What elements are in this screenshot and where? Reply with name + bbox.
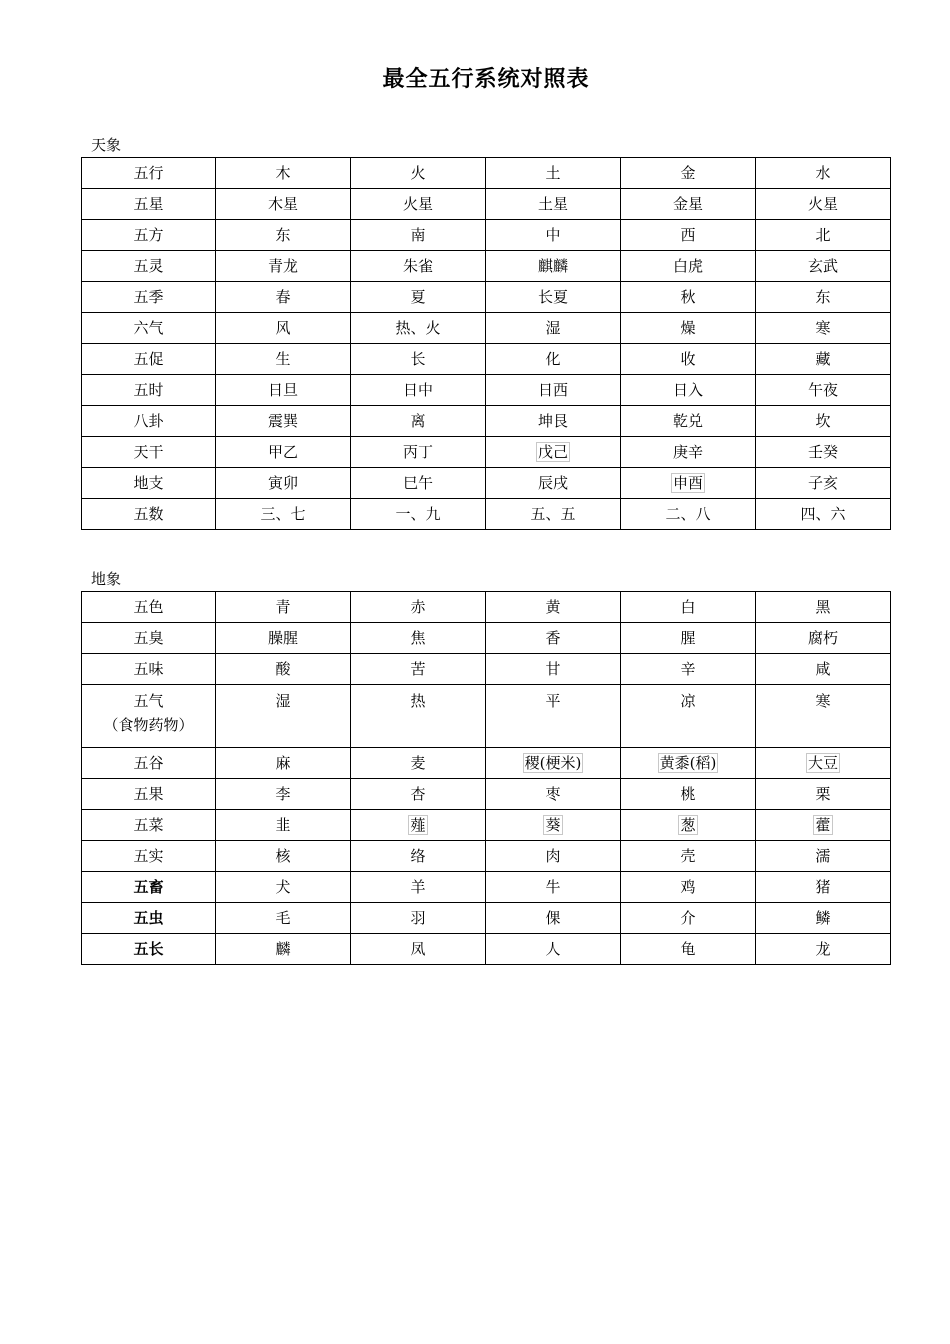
table-cell	[486, 903, 621, 934]
table-cell	[486, 220, 621, 251]
cell-text: 凤	[410, 940, 426, 958]
cell-text: 鸡	[680, 878, 696, 896]
table-cell	[486, 779, 621, 810]
cell-text: 金星	[672, 195, 703, 213]
table-row	[82, 748, 891, 779]
cell-text: 风	[275, 319, 291, 337]
cell-text: 乾兑	[672, 412, 703, 430]
table-row	[82, 934, 891, 965]
table-row	[82, 313, 891, 344]
cell-text: 牛	[545, 878, 561, 896]
cell-text: 猪	[815, 878, 831, 896]
cell-text: 东	[815, 288, 831, 306]
cell-text: 寅卯	[267, 474, 298, 492]
cell-text: 金	[680, 164, 696, 182]
cell-text: 肉	[545, 847, 561, 865]
row-header: 天干	[82, 437, 216, 468]
row-header: 五谷	[82, 748, 216, 779]
table-cell	[351, 499, 486, 530]
row-header-line: 五气	[133, 692, 164, 710]
table-cell	[351, 685, 486, 748]
table-cell	[621, 872, 756, 903]
table-cell	[756, 623, 891, 654]
cell-text: 三、七	[260, 505, 306, 523]
table-row	[82, 220, 891, 251]
cell-text: 坎	[815, 412, 831, 430]
table-cell	[351, 903, 486, 934]
row-header: 五畜	[82, 872, 216, 903]
cell-text: 震巽	[267, 412, 298, 430]
cell-text: 离	[410, 412, 426, 430]
table-row	[82, 158, 891, 189]
cell-text: 土星	[537, 195, 568, 213]
cell-text: 南	[410, 226, 426, 244]
table-cell	[486, 623, 621, 654]
cell-text: 龟	[680, 940, 696, 958]
cell-text: 秋	[680, 288, 696, 306]
table-row	[82, 654, 891, 685]
cell-text: 朱雀	[402, 257, 433, 275]
cell-text: 羊	[410, 878, 426, 896]
table-cell	[621, 344, 756, 375]
table-cell	[486, 748, 621, 779]
table-cell	[351, 437, 486, 468]
table-cell	[351, 220, 486, 251]
table-cell	[756, 872, 891, 903]
table-row	[82, 468, 891, 499]
table-row	[82, 592, 891, 623]
cell-text: 青	[275, 598, 291, 616]
table-row	[82, 189, 891, 220]
cell-text: 腐朽	[807, 629, 838, 647]
table-cell	[351, 375, 486, 406]
row-header: 五菜	[82, 810, 216, 841]
table-cell	[621, 623, 756, 654]
table-cell	[351, 841, 486, 872]
table-cell	[486, 468, 621, 499]
row-header: 六气	[82, 313, 216, 344]
table-cell	[351, 779, 486, 810]
cell-text: 白虎	[672, 257, 703, 275]
cell-text: 中	[545, 226, 561, 244]
cell-text: 白	[680, 598, 696, 616]
cell-text: 火星	[402, 195, 433, 213]
table-cell	[756, 189, 891, 220]
table-cell	[351, 313, 486, 344]
cell-text: 黄	[545, 598, 561, 616]
cell-text: 臊腥	[267, 629, 298, 647]
table-cell	[756, 592, 891, 623]
cell-text: 青龙	[267, 257, 298, 275]
cell-text: 人	[545, 940, 561, 958]
table-cell	[756, 375, 891, 406]
cell-text: 鳞	[815, 909, 831, 927]
table-cell	[216, 685, 351, 748]
table-cell	[756, 934, 891, 965]
cell-text: 木	[275, 164, 291, 182]
di-table	[81, 591, 891, 965]
cell-text: 薤	[410, 816, 426, 834]
cell-text: 北	[815, 226, 831, 244]
cell-text: 黑	[815, 598, 831, 616]
table-cell	[351, 158, 486, 189]
cell-text: 辰戌	[537, 474, 568, 492]
cell-text: 西	[680, 226, 696, 244]
cell-text: 热、火	[395, 319, 441, 337]
table-cell	[756, 158, 891, 189]
table-cell	[351, 654, 486, 685]
tian-table	[81, 157, 891, 530]
cell-text: 春	[275, 288, 291, 306]
row-header: 五臭	[82, 623, 216, 654]
table-cell	[621, 437, 756, 468]
cell-text: 四、六	[800, 505, 846, 523]
cell-text: 一、九	[395, 505, 441, 523]
table-cell	[351, 251, 486, 282]
cell-text: 日旦	[267, 381, 298, 399]
row-header: 五虫	[82, 903, 216, 934]
table-cell	[216, 158, 351, 189]
table-cell	[216, 810, 351, 841]
table-row	[82, 903, 891, 934]
cell-text: 介	[680, 909, 696, 927]
table-cell	[486, 344, 621, 375]
row-header: 五果	[82, 779, 216, 810]
table-cell	[216, 872, 351, 903]
row-header: 五促	[82, 344, 216, 375]
table-cell	[621, 282, 756, 313]
cell-text: 巳午	[402, 474, 433, 492]
table-cell	[351, 189, 486, 220]
row-header: 五灵	[82, 251, 216, 282]
cell-text: 火星	[807, 195, 838, 213]
table-row	[82, 779, 891, 810]
table-cell	[486, 685, 621, 748]
table-cell	[216, 779, 351, 810]
table-cell	[351, 592, 486, 623]
table-row	[82, 406, 891, 437]
table-cell	[216, 251, 351, 282]
cell-text: 杏	[410, 785, 426, 803]
table-row	[82, 437, 891, 468]
table-cell	[756, 499, 891, 530]
cell-text: 龙	[815, 940, 831, 958]
table-cell	[621, 934, 756, 965]
cell-text: 枣	[545, 785, 561, 803]
cell-text: 二、八	[665, 505, 711, 523]
table-cell	[216, 189, 351, 220]
cell-text: 酸	[275, 660, 291, 678]
table-cell	[351, 344, 486, 375]
cell-text: 火	[410, 164, 426, 182]
table-row	[82, 623, 891, 654]
cell-text: 桃	[680, 785, 696, 803]
table-cell	[486, 654, 621, 685]
table-cell	[486, 282, 621, 313]
table-cell	[216, 841, 351, 872]
cell-text: 葱	[680, 816, 696, 834]
cell-text: 香	[545, 629, 561, 647]
table-cell	[621, 251, 756, 282]
cell-text: 土	[545, 164, 561, 182]
table-cell	[621, 592, 756, 623]
cell-text: 戊己	[537, 443, 568, 461]
cell-text: 木星	[267, 195, 298, 213]
cell-text: 东	[275, 226, 291, 244]
table-cell	[756, 654, 891, 685]
table-cell	[486, 934, 621, 965]
table-cell	[216, 313, 351, 344]
cell-text: 麻	[275, 754, 291, 772]
cell-text: 麦	[410, 754, 426, 772]
cell-text: 络	[410, 847, 426, 865]
cell-text: 韭	[275, 816, 291, 834]
cell-text: 甲乙	[267, 443, 298, 461]
cell-text: 日入	[672, 381, 703, 399]
cell-text: 生	[275, 350, 291, 368]
table-row	[82, 685, 891, 748]
cell-text: 稷(梗米)	[524, 754, 582, 772]
table-cell	[486, 189, 621, 220]
table-cell	[486, 841, 621, 872]
table-cell	[621, 685, 756, 748]
cell-text: 毛	[275, 909, 291, 927]
cell-text: 羽	[410, 909, 426, 927]
row-header: 五行	[82, 158, 216, 189]
cell-text: 栗	[815, 785, 831, 803]
table-cell	[486, 158, 621, 189]
table-cell	[216, 934, 351, 965]
cell-text: 夏	[410, 288, 426, 306]
table-cell	[486, 592, 621, 623]
table-cell	[351, 934, 486, 965]
table-cell	[621, 375, 756, 406]
table-cell	[756, 344, 891, 375]
table-cell	[621, 810, 756, 841]
cell-text: 李	[275, 785, 291, 803]
row-header: 五数	[82, 499, 216, 530]
table-cell	[216, 375, 351, 406]
section-label-tian: 天象	[91, 136, 122, 154]
cell-text: 麒麟	[537, 257, 568, 275]
table-cell	[756, 220, 891, 251]
cell-text: 黄黍(稻)	[659, 754, 717, 772]
cell-text: 午夜	[807, 381, 838, 399]
row-header: 五味	[82, 654, 216, 685]
cell-text: 咸	[815, 660, 831, 678]
table-cell	[756, 437, 891, 468]
cell-text: 燥	[680, 319, 696, 337]
cell-text: 犬	[275, 878, 291, 896]
table-cell	[216, 406, 351, 437]
row-header: 五时	[82, 375, 216, 406]
table-row	[82, 344, 891, 375]
table-cell	[621, 313, 756, 344]
table-cell	[756, 685, 891, 748]
table-cell	[756, 251, 891, 282]
table-cell	[756, 406, 891, 437]
table-cell	[621, 189, 756, 220]
cell-text: 热	[410, 692, 426, 710]
table-cell	[486, 313, 621, 344]
table-cell	[486, 375, 621, 406]
table-row	[82, 810, 891, 841]
cell-text: 五、五	[530, 505, 576, 523]
cell-text: 日中	[402, 381, 433, 399]
table-cell	[756, 841, 891, 872]
cell-text: 核	[275, 847, 291, 865]
cell-text: 麟	[275, 940, 291, 958]
cell-text: 坤艮	[537, 412, 568, 430]
table-row	[82, 499, 891, 530]
cell-text: 丙丁	[402, 443, 433, 461]
table-cell	[486, 810, 621, 841]
table-cell	[621, 654, 756, 685]
table-cell	[621, 779, 756, 810]
cell-text: 腥	[680, 629, 696, 647]
cell-text: 凉	[680, 692, 696, 710]
page-title: 最全五行系统对照表	[382, 67, 590, 92]
table-cell	[621, 748, 756, 779]
row-header: 八卦	[82, 406, 216, 437]
table-cell	[756, 468, 891, 499]
table-cell	[756, 748, 891, 779]
table-row	[82, 872, 891, 903]
table-cell	[486, 499, 621, 530]
cell-text: 玄武	[807, 257, 838, 275]
row-header: 五长	[82, 934, 216, 965]
cell-text: 日西	[537, 381, 568, 399]
table-row	[82, 841, 891, 872]
table-cell	[351, 872, 486, 903]
cell-text: 寒	[815, 692, 831, 710]
row-header: 五季	[82, 282, 216, 313]
table-cell	[621, 468, 756, 499]
table-cell	[351, 406, 486, 437]
table-cell	[351, 623, 486, 654]
cell-text: 寒	[815, 319, 831, 337]
cell-text: 化	[545, 350, 561, 368]
table-cell	[621, 158, 756, 189]
table-cell	[486, 406, 621, 437]
table-cell	[216, 437, 351, 468]
table-row	[82, 282, 891, 313]
table-cell	[756, 810, 891, 841]
row-header: 五方	[82, 220, 216, 251]
table-cell	[216, 282, 351, 313]
row-header: 五色	[82, 592, 216, 623]
table-cell	[216, 903, 351, 934]
row-header: 地支	[82, 468, 216, 499]
cell-text: 藏	[815, 350, 831, 368]
table-cell	[351, 468, 486, 499]
cell-text: 甘	[545, 660, 561, 678]
cell-text: 平	[545, 692, 561, 710]
table-cell	[756, 313, 891, 344]
table-cell	[621, 903, 756, 934]
cell-text: 子亥	[807, 474, 838, 492]
table-cell	[621, 499, 756, 530]
table-cell	[351, 282, 486, 313]
table-row	[82, 375, 891, 406]
cell-text: 葵	[545, 816, 561, 834]
cell-text: 大豆	[807, 754, 838, 772]
table-cell	[621, 220, 756, 251]
row-header	[82, 685, 216, 748]
table-cell	[621, 406, 756, 437]
table-cell	[216, 499, 351, 530]
cell-text: 赤	[410, 598, 426, 616]
row-header-subline: （食物药物）	[103, 716, 194, 734]
cell-text: 倮	[545, 909, 561, 927]
row-header: 五实	[82, 841, 216, 872]
table-cell	[486, 872, 621, 903]
cell-text: 长夏	[537, 288, 568, 306]
cell-text: 庚辛	[672, 443, 703, 461]
cell-text: 水	[815, 164, 831, 182]
table-cell	[216, 344, 351, 375]
cell-text: 收	[680, 350, 696, 368]
table-cell	[216, 623, 351, 654]
section-label-di: 地象	[91, 570, 122, 588]
cell-text: 申酉	[672, 474, 703, 492]
cell-text: 湿	[275, 692, 291, 710]
cell-text: 壳	[680, 847, 696, 865]
cell-text: 壬癸	[807, 443, 838, 461]
table-cell	[216, 748, 351, 779]
table-cell	[216, 468, 351, 499]
cell-text: 辛	[680, 660, 696, 678]
row-header: 五星	[82, 189, 216, 220]
table-cell	[216, 654, 351, 685]
cell-text: 长	[410, 350, 426, 368]
table-cell	[216, 220, 351, 251]
table-cell	[216, 592, 351, 623]
cell-text: 焦	[410, 629, 426, 647]
table-cell	[486, 437, 621, 468]
table-cell	[351, 810, 486, 841]
table-row	[82, 251, 891, 282]
cell-text: 濡	[815, 847, 831, 865]
table-cell	[621, 841, 756, 872]
cell-text: 湿	[545, 319, 561, 337]
cell-text: 藿	[815, 816, 831, 834]
table-cell	[351, 748, 486, 779]
table-cell	[756, 903, 891, 934]
cell-text: 苦	[410, 660, 426, 678]
table-cell	[756, 282, 891, 313]
table-cell	[756, 779, 891, 810]
table-cell	[486, 251, 621, 282]
